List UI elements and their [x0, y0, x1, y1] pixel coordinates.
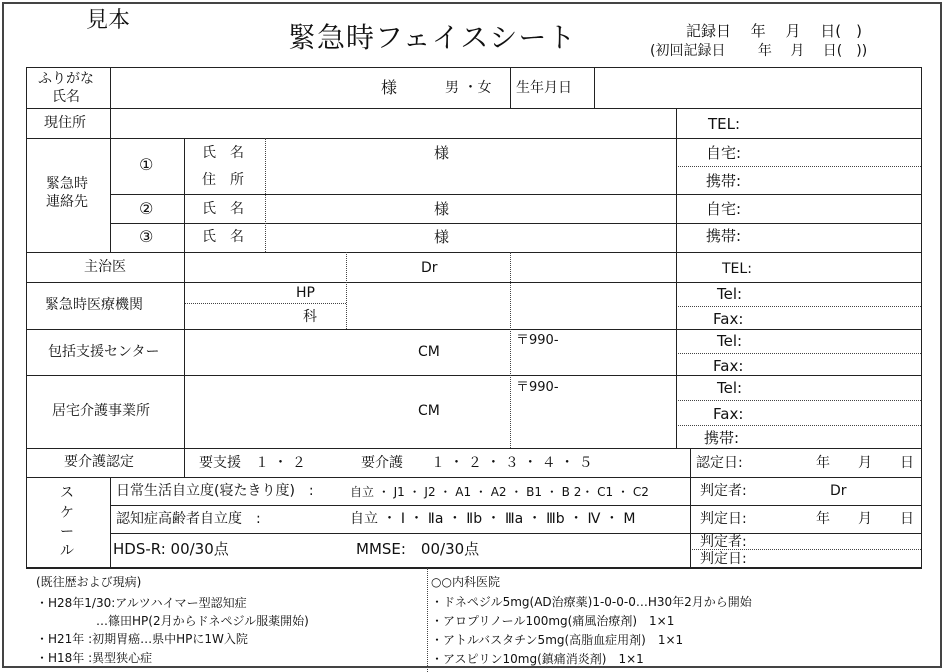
care-office-postal: 〒990-	[516, 380, 559, 395]
medication-item: ・アトルバスタチン5mg(高脂血症用剤) 1×1	[431, 633, 684, 647]
medication-item: ・アロプリノール100mg(痛風治療剤) 1×1	[431, 614, 675, 628]
contact-2-home-label: 自宅:	[706, 200, 742, 218]
furigana-label: ふりがな	[38, 71, 94, 87]
contact-2-number: ②	[139, 199, 154, 218]
emergency-label-2: 連絡先	[46, 194, 88, 210]
hospital-dept: 科	[303, 309, 317, 325]
doctor-tel-label: TEL:	[722, 261, 752, 277]
gender-field[interactable]: 男 ・女	[445, 80, 492, 96]
care-level-date-value: 年 月 日	[816, 455, 914, 471]
dementia-label: 認知症高齢者自立度 :	[116, 511, 261, 527]
care-office-tel-label: Tel:	[717, 379, 743, 397]
clinic-heading: ○○内科医院	[431, 575, 500, 589]
address-tel-label: TEL:	[708, 115, 741, 133]
emergency-label-1: 緊急時	[46, 176, 88, 192]
page-title: 緊急時フェイスシート	[288, 21, 577, 54]
contact-1-number: ①	[139, 155, 154, 174]
scale-label-2: ケ	[60, 505, 74, 521]
support-center-tel-label: Tel:	[717, 332, 743, 350]
history-item: ・H18年 :異型狭心症	[36, 651, 153, 665]
contact-3-mobile-label: 携帯:	[706, 227, 742, 245]
care-level-date-label: 認定日:	[696, 455, 743, 471]
judge-date-label-2: 判定日:	[700, 551, 747, 567]
sample-label: 見本	[86, 8, 131, 33]
judge-person-label: 判定者:	[700, 483, 747, 499]
contact-3-number: ③	[139, 227, 154, 246]
scale-label-4: ル	[60, 543, 74, 559]
care-level-care[interactable]: 要介護 １ ・ ２ ・ ３ ・ ４ ・ ５	[361, 455, 593, 471]
mmse-score: MMSE: 00/30点	[356, 540, 480, 558]
judge-person-value: Dr	[830, 483, 847, 499]
contact-1-home-label: 自宅:	[706, 144, 742, 162]
contact-2-honorific: 様	[434, 200, 450, 218]
name-label: 氏名	[52, 89, 80, 105]
medication-item: ・ドネペジル5mg(AD治療薬)1-0-0-0…H30年2月から開始	[431, 595, 752, 609]
contact-1-name-label: 氏 名	[202, 145, 244, 161]
doctor-label: 主治医	[84, 259, 126, 275]
support-center-label: 包括支援センター	[48, 344, 160, 360]
contact-1-address-label: 住 所	[202, 172, 244, 188]
scale-label-3: ー	[60, 524, 74, 540]
daily-living-values[interactable]: 自立 ・ J1 ・ J2 ・ A1 ・ A2 ・ B1 ・ B 2・ C1 ・ C2	[350, 485, 649, 499]
care-office-cm: CM	[418, 403, 440, 419]
history-heading: (既往歴および現病)	[36, 575, 142, 589]
address-label: 現住所	[44, 115, 86, 131]
judge-date-label: 判定日:	[700, 511, 747, 527]
scale-label-1: ス	[60, 485, 74, 501]
care-office-mobile-label: 携帯:	[704, 429, 740, 447]
hospital-tel-label: Tel:	[717, 285, 743, 303]
care-office-label: 居宅介護事業所	[52, 403, 150, 419]
dementia-values[interactable]: 自立 ・ Ⅰ ・ Ⅱa ・ Ⅱb ・ Ⅲa ・ Ⅲb ・ Ⅳ ・ M	[350, 511, 636, 527]
history-item: …篠田HP(2月からドネペジル服薬開始)	[36, 614, 309, 628]
contact-2-name-label: 氏 名	[202, 201, 244, 217]
contact-3-name-label: 氏 名	[202, 229, 244, 245]
care-level-label: 要介護認定	[64, 454, 134, 470]
support-center-postal: 〒990-	[516, 333, 559, 348]
judge-date-value: 年 月 日	[816, 511, 914, 527]
doctor-dr: Dr	[421, 260, 438, 276]
history-item: ・H28年1/30:アルツハイマー型認知症	[36, 596, 247, 610]
support-center-cm: CM	[418, 344, 440, 360]
hospital-fax-label: Fax:	[713, 310, 744, 328]
hospital-label: 緊急時医療機関	[45, 297, 143, 313]
birthdate-label: 生年月日	[516, 80, 572, 96]
hdsr-score: HDS-R: 00/30点	[113, 540, 229, 558]
care-office-fax-label: Fax:	[713, 405, 744, 423]
record-date: 記録日 年 月 日( )	[686, 22, 863, 40]
history-item: ・H21年 :初期胃癌…県中HPに1W入院	[36, 632, 248, 646]
care-level-support[interactable]: 要支援 １ ・ ２	[199, 455, 306, 471]
contact-1-mobile-label: 携帯:	[706, 172, 742, 190]
contact-1-honorific: 様	[434, 144, 450, 162]
first-record-date: (初回記録日 年 月 日( ))	[650, 43, 868, 59]
support-center-fax-label: Fax:	[713, 357, 744, 375]
contact-3-honorific: 様	[434, 228, 450, 246]
medication-item: ・アスピリン10mg(鎮痛消炎剤) 1×1	[431, 652, 644, 666]
daily-living-label: 日常生活自立度(寝たきり度) :	[116, 483, 314, 499]
name-honorific: 様	[381, 78, 398, 97]
judge-person-label-2: 判定者:	[700, 534, 747, 550]
hospital-hp: HP	[296, 285, 315, 301]
